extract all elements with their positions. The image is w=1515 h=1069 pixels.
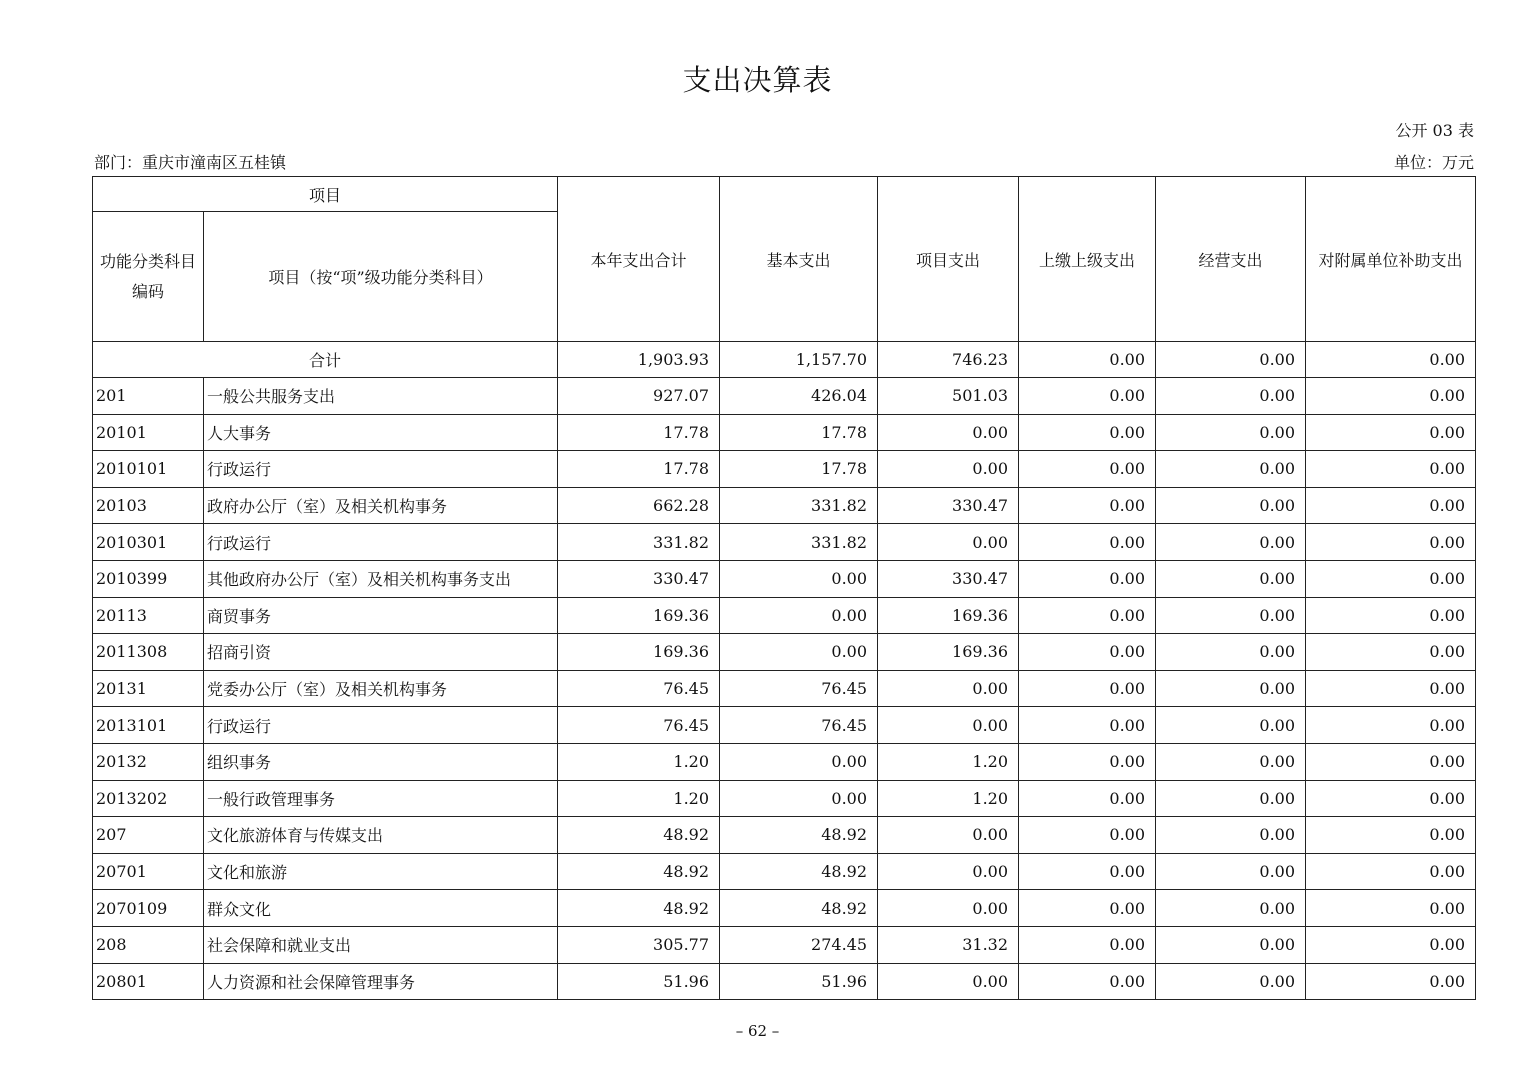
- row-value: 0.00: [1019, 743, 1156, 780]
- row-value: 0.00: [878, 451, 1019, 488]
- row-value: 76.45: [720, 707, 878, 744]
- table-row: [93, 378, 1476, 415]
- row-value: 76.45: [720, 670, 878, 707]
- row-value: 48.92: [558, 890, 720, 927]
- row-value: 1.20: [878, 780, 1019, 817]
- row-value: 0.00: [1306, 890, 1476, 927]
- row-value: 51.96: [558, 963, 720, 1000]
- row-name: 人大事务: [204, 414, 558, 451]
- row-name: 行政运行: [204, 707, 558, 744]
- row-value: 0.00: [1306, 634, 1476, 671]
- table-row: [93, 414, 1476, 451]
- row-value: 0.00: [878, 670, 1019, 707]
- row-name: 其他政府办公厅（室）及相关机构事务支出: [204, 560, 558, 597]
- row-value: 76.45: [558, 670, 720, 707]
- table-row: [93, 963, 1476, 1000]
- row-value: 331.82: [720, 487, 878, 524]
- row-value: 0.00: [1306, 707, 1476, 744]
- row-value: 31.32: [878, 926, 1019, 963]
- total-cell: 746.23: [878, 342, 1019, 378]
- header-total: 本年支出合计: [558, 177, 720, 342]
- header-row: [93, 177, 1476, 212]
- table-row: [93, 634, 1476, 671]
- row-value: 330.47: [878, 560, 1019, 597]
- row-value: 0.00: [1019, 926, 1156, 963]
- row-value: 0.00: [1019, 487, 1156, 524]
- row-value: 0.00: [1306, 926, 1476, 963]
- table-row: [93, 670, 1476, 707]
- row-value: 0.00: [1156, 963, 1306, 1000]
- row-value: 0.00: [878, 890, 1019, 927]
- row-value: 1.20: [878, 743, 1019, 780]
- row-value: 0.00: [1156, 926, 1306, 963]
- row-value: 0.00: [1019, 414, 1156, 451]
- row-value: 426.04: [720, 378, 878, 415]
- row-value: 76.45: [558, 707, 720, 744]
- row-value: 0.00: [1156, 670, 1306, 707]
- row-value: 0.00: [1306, 487, 1476, 524]
- row-value: 0.00: [1156, 890, 1306, 927]
- row-code: 2070109: [93, 890, 204, 927]
- row-value: 0.00: [1019, 817, 1156, 854]
- row-value: 0.00: [720, 743, 878, 780]
- row-value: 169.36: [558, 634, 720, 671]
- row-value: 501.03: [878, 378, 1019, 415]
- row-value: 0.00: [878, 963, 1019, 1000]
- row-value: 0.00: [1156, 378, 1306, 415]
- row-value: 0.00: [878, 524, 1019, 561]
- row-value: 0.00: [1306, 853, 1476, 890]
- table-row: [93, 597, 1476, 634]
- row-value: 169.36: [558, 597, 720, 634]
- row-value: 0.00: [878, 414, 1019, 451]
- table-row: [93, 451, 1476, 488]
- header-business: 经营支出: [1156, 177, 1306, 342]
- row-value: 0.00: [1019, 524, 1156, 561]
- row-value: 662.28: [558, 487, 720, 524]
- row-value: 0.00: [720, 560, 878, 597]
- table-row: [93, 487, 1476, 524]
- row-value: 1.20: [558, 743, 720, 780]
- row-value: 51.96: [720, 963, 878, 1000]
- row-value: 0.00: [1156, 634, 1306, 671]
- row-code: 2010399: [93, 560, 204, 597]
- row-value: 0.00: [1019, 451, 1156, 488]
- row-value: 0.00: [1019, 963, 1156, 1000]
- row-value: 0.00: [1306, 780, 1476, 817]
- header-project: 项目支出: [878, 177, 1019, 342]
- row-name: 政府办公厅（室）及相关机构事务: [204, 487, 558, 524]
- row-code: 20101: [93, 414, 204, 451]
- row-name: 群众文化: [204, 890, 558, 927]
- row-value: 48.92: [720, 817, 878, 854]
- row-name: 商贸事务: [204, 597, 558, 634]
- row-value: 0.00: [1156, 597, 1306, 634]
- row-value: 169.36: [878, 634, 1019, 671]
- row-value: 17.78: [720, 451, 878, 488]
- table-row: [93, 780, 1476, 817]
- row-value: 0.00: [1306, 414, 1476, 451]
- row-value: 927.07: [558, 378, 720, 415]
- row-value: 17.78: [558, 451, 720, 488]
- table-row: [93, 524, 1476, 561]
- row-value: 0.00: [1306, 817, 1476, 854]
- header-name: 项目（按“项”级功能分类科目）: [204, 212, 558, 342]
- row-value: 0.00: [1156, 414, 1306, 451]
- row-value: 0.00: [1019, 560, 1156, 597]
- total-cell: 0.00: [1306, 342, 1476, 378]
- table-row: [93, 926, 1476, 963]
- row-value: 0.00: [1156, 487, 1306, 524]
- row-value: 48.92: [720, 853, 878, 890]
- total-label: 合计: [93, 342, 558, 378]
- table-row: [93, 560, 1476, 597]
- expenditure-table: [92, 176, 1476, 1000]
- total-cell: 1,157.70: [720, 342, 878, 378]
- row-value: 48.92: [720, 890, 878, 927]
- header-code: 功能分类科目编码: [93, 212, 204, 342]
- department-label: 部门：重庆市潼南区五桂镇: [94, 153, 287, 172]
- row-code: 20113: [93, 597, 204, 634]
- table-row: [93, 853, 1476, 890]
- row-code: 20131: [93, 670, 204, 707]
- row-name: 人力资源和社会保障管理事务: [204, 963, 558, 1000]
- row-code: 201: [93, 378, 204, 415]
- row-value: 0.00: [1019, 707, 1156, 744]
- table-row: [93, 890, 1476, 927]
- row-value: 0.00: [1019, 670, 1156, 707]
- row-value: 169.36: [878, 597, 1019, 634]
- header-subsidy: 对附属单位补助支出: [1306, 177, 1476, 342]
- row-value: 0.00: [1019, 853, 1156, 890]
- row-value: 331.82: [720, 524, 878, 561]
- row-value: 0.00: [1156, 451, 1306, 488]
- row-value: 0.00: [720, 597, 878, 634]
- row-value: 0.00: [1156, 707, 1306, 744]
- row-value: 48.92: [558, 817, 720, 854]
- row-value: 0.00: [878, 707, 1019, 744]
- row-value: 48.92: [558, 853, 720, 890]
- row-name: 一般公共服务支出: [204, 378, 558, 415]
- row-value: 0.00: [720, 780, 878, 817]
- row-value: 0.00: [878, 817, 1019, 854]
- row-code: 207: [93, 817, 204, 854]
- form-number: 公开 03 表: [1395, 121, 1474, 140]
- row-value: 305.77: [558, 926, 720, 963]
- row-value: 17.78: [720, 414, 878, 451]
- row-code: 20132: [93, 743, 204, 780]
- row-value: 0.00: [720, 634, 878, 671]
- row-value: 0.00: [1156, 560, 1306, 597]
- total-cell: 0.00: [1156, 342, 1306, 378]
- row-name: 招商引资: [204, 634, 558, 671]
- row-name: 行政运行: [204, 451, 558, 488]
- row-code: 2013101: [93, 707, 204, 744]
- row-name: 行政运行: [204, 524, 558, 561]
- unit-label: 单位：万元: [1393, 153, 1474, 172]
- row-value: 0.00: [1306, 743, 1476, 780]
- row-value: 0.00: [1156, 853, 1306, 890]
- row-value: 0.00: [878, 853, 1019, 890]
- row-value: 0.00: [1156, 743, 1306, 780]
- row-value: 0.00: [1156, 524, 1306, 561]
- row-value: 274.45: [720, 926, 878, 963]
- row-value: 0.00: [1306, 597, 1476, 634]
- row-name: 文化和旅游: [204, 853, 558, 890]
- total-cell: 1,903.93: [558, 342, 720, 378]
- row-value: 0.00: [1156, 817, 1306, 854]
- row-code: 2011308: [93, 634, 204, 671]
- row-value: 0.00: [1019, 780, 1156, 817]
- row-value: 0.00: [1019, 597, 1156, 634]
- row-value: 0.00: [1306, 451, 1476, 488]
- row-value: 1.20: [558, 780, 720, 817]
- row-code: 208: [93, 926, 204, 963]
- row-name: 社会保障和就业支出: [204, 926, 558, 963]
- total-cell: 0.00: [1019, 342, 1156, 378]
- row-code: 2010301: [93, 524, 204, 561]
- row-value: 0.00: [1019, 634, 1156, 671]
- row-value: 330.47: [878, 487, 1019, 524]
- header-item-group: 项目: [93, 177, 558, 212]
- row-value: 330.47: [558, 560, 720, 597]
- row-value: 17.78: [558, 414, 720, 451]
- row-value: 0.00: [1306, 524, 1476, 561]
- row-value: 0.00: [1156, 780, 1306, 817]
- row-value: 0.00: [1306, 670, 1476, 707]
- row-code: 20801: [93, 963, 204, 1000]
- table-row: [93, 707, 1476, 744]
- total-row: [93, 342, 1476, 378]
- row-code: 20701: [93, 853, 204, 890]
- row-code: 2013202: [93, 780, 204, 817]
- page-number: – 62 –: [735, 1022, 780, 1040]
- row-name: 文化旅游体育与传媒支出: [204, 817, 558, 854]
- row-value: 0.00: [1306, 378, 1476, 415]
- row-value: 0.00: [1306, 560, 1476, 597]
- row-value: 0.00: [1019, 890, 1156, 927]
- header-upper: 上缴上级支出: [1019, 177, 1156, 342]
- row-name: 党委办公厅（室）及相关机构事务: [204, 670, 558, 707]
- page-title: 支出决算表: [682, 63, 833, 97]
- row-code: 2010101: [93, 451, 204, 488]
- row-name: 一般行政管理事务: [204, 780, 558, 817]
- table-row: [93, 743, 1476, 780]
- row-value: 0.00: [1306, 963, 1476, 1000]
- row-code: 20103: [93, 487, 204, 524]
- row-value: 331.82: [558, 524, 720, 561]
- row-name: 组织事务: [204, 743, 558, 780]
- row-value: 0.00: [1019, 378, 1156, 415]
- header-basic: 基本支出: [720, 177, 878, 342]
- table-row: [93, 817, 1476, 854]
